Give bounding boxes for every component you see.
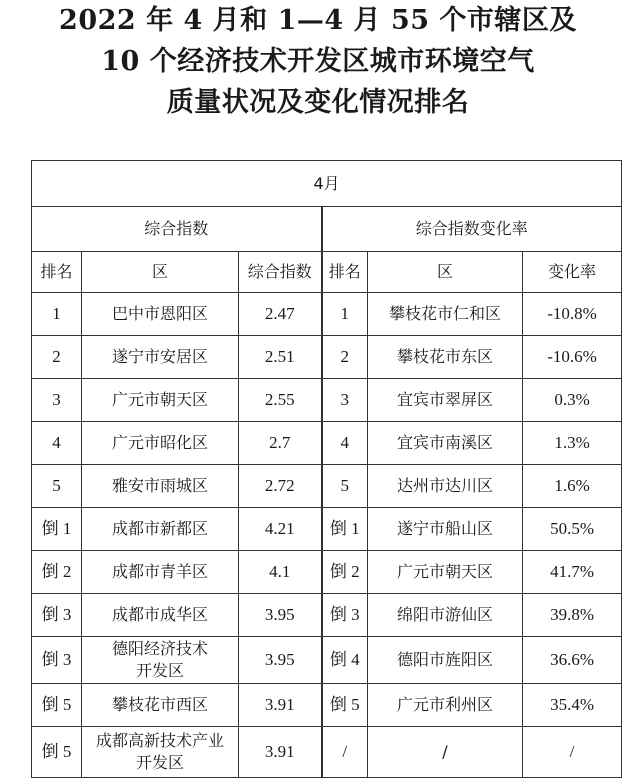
cell-district-right: 攀枝花市仁和区 [368,293,523,336]
cell-rank-left: 倒 5 [32,727,82,778]
cell-composite-index: 4.1 [239,551,322,594]
cell-rank-right: 倒 3 [322,594,368,637]
table-row [32,508,622,551]
column-header-rank-left: 排名 [32,252,82,293]
cell-composite-index: 3.91 [239,684,322,727]
cell-rank-left: 倒 5 [32,684,82,727]
cell-district-left: 成都市青羊区 [82,551,239,594]
cell-district-left: 攀枝花市西区 [82,684,239,727]
cell-district-left: 德阳经济技术 开发区 [82,637,239,684]
column-header-change-rate: 变化率 [523,252,622,293]
cell-rank-right: 倒 2 [322,551,368,594]
cell-change-rate: 1.6% [523,465,622,508]
cell-rank-left: 倒 2 [32,551,82,594]
cell-district-right: 德阳市旌阳区 [368,637,523,684]
cell-district-right: 广元市利州区 [368,684,523,727]
cell-composite-index: 3.95 [239,594,322,637]
column-header-rank-right: 排名 [322,252,368,293]
cell-change-rate: 36.6% [523,637,622,684]
cell-rank-right: 2 [322,336,368,379]
table-row [32,379,622,422]
cell-rank-left: 2 [32,336,82,379]
ranking-table [31,160,622,778]
group-header-index: 综合指数 [32,207,322,252]
cell-rank-right: / [322,727,368,778]
title-line-2: 10 个经济技术开发区城市环境空气 [101,46,535,77]
month-header: 4月 [32,161,622,207]
cell-rank-left: 倒 3 [32,594,82,637]
cell-district-left: 遂宁市安居区 [82,336,239,379]
cell-district-left: 成都高新技术产业 开发区 [82,727,239,778]
table-row [32,684,622,727]
table-row [32,336,622,379]
table-row [32,293,622,336]
cell-district-right: 宜宾市南溪区 [368,422,523,465]
cell-district-right: 广元市朝天区 [368,551,523,594]
table-body [32,293,622,778]
cell-district-right: 绵阳市游仙区 [368,594,523,637]
cell-rank-left: 1 [32,293,82,336]
cell-district-left: 广元市朝天区 [82,379,239,422]
group-header-change-rate: 综合指数变化率 [322,207,622,252]
cell-rank-right: 倒 1 [322,508,368,551]
cell-district-right: 遂宁市船山区 [368,508,523,551]
cell-district-right: 攀枝花市东区 [368,336,523,379]
cell-change-rate: 35.4% [523,684,622,727]
cell-rank-left: 倒 3 [32,637,82,684]
cell-change-rate: 39.8% [523,594,622,637]
cell-composite-index: 2.72 [239,465,322,508]
table-row [32,551,622,594]
cell-rank-left: 4 [32,422,82,465]
cell-district-left: 成都市成华区 [82,594,239,637]
column-header-index: 综合指数 [239,252,322,293]
cell-change-rate: / [523,727,622,778]
page-title [0,0,636,123]
cell-district-right: 达州市达川区 [368,465,523,508]
cell-change-rate: 0.3% [523,379,622,422]
cell-composite-index: 2.55 [239,379,322,422]
cell-change-rate: 41.7% [523,551,622,594]
cell-rank-right: 倒 5 [322,684,368,727]
cell-district-left: 雅安市雨城区 [82,465,239,508]
column-header-district-left: 区 [82,252,239,293]
title-line-3: 质量状况及变化情况排名 [166,87,470,118]
cell-district-left: 广元市昭化区 [82,422,239,465]
cell-district-right: / [368,727,523,778]
cell-rank-right: 5 [322,465,368,508]
cell-change-rate: -10.6% [523,336,622,379]
table-row [32,422,622,465]
cell-composite-index: 2.47 [239,293,322,336]
cell-district-left: 成都市新都区 [82,508,239,551]
cell-change-rate: -10.8% [523,293,622,336]
cell-composite-index: 4.21 [239,508,322,551]
cell-rank-right: 1 [322,293,368,336]
cell-composite-index: 3.95 [239,637,322,684]
cell-district-left: 巴中市恩阳区 [82,293,239,336]
table-row [32,637,622,684]
cell-composite-index: 2.51 [239,336,322,379]
cell-composite-index: 2.7 [239,422,322,465]
cell-change-rate: 1.3% [523,422,622,465]
cell-rank-right: 倒 4 [322,637,368,684]
table-row [32,594,622,637]
cell-district-right: 宜宾市翠屏区 [368,379,523,422]
column-header-district-right: 区 [368,252,523,293]
table-row [32,465,622,508]
table-row [32,727,622,778]
cell-rank-left: 倒 1 [32,508,82,551]
cell-rank-left: 3 [32,379,82,422]
cell-rank-right: 4 [322,422,368,465]
title-line-1: 2022 年 4 月和 1—4 月 55 个市辖区及 [59,5,577,36]
cell-change-rate: 50.5% [523,508,622,551]
cell-composite-index: 3.91 [239,727,322,778]
cell-rank-right: 3 [322,379,368,422]
cell-rank-left: 5 [32,465,82,508]
